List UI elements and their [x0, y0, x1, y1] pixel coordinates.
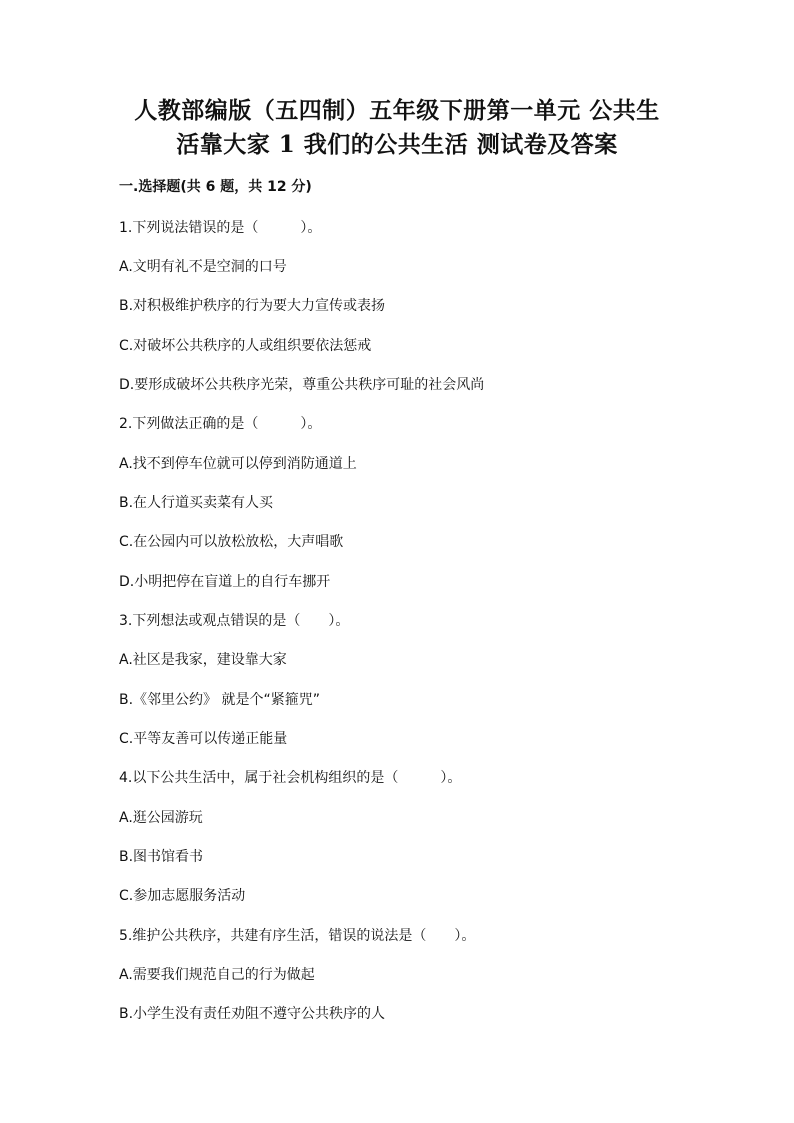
- document-title: [100, 94, 694, 162]
- option-1d: D.要形成破坏公共秩序光荣，尊重公共秩序可耻的社会风尚: [119, 377, 485, 393]
- option-4a: A.逛公园游玩: [119, 810, 203, 826]
- question-4: 4.以下公共生活中，属于社会机构组织的是（ ）。: [119, 770, 462, 786]
- question-3: 3.下列想法或观点错误的是（ ）。: [119, 613, 350, 629]
- option-1b: B.对积极维护秩序的行为要大力宣传或表扬: [119, 298, 386, 314]
- option-4c: C.参加志愿服务活动: [119, 888, 246, 904]
- option-1a: A.文明有礼不是空洞的口号: [119, 259, 287, 275]
- option-2d: D.小明把停在盲道上的自行车挪开: [119, 574, 331, 590]
- option-1c: C.对破坏公共秩序的人或组织要依法惩戒: [119, 338, 372, 354]
- question-5: 5.维护公共秩序，共建有序生活，错误的说法是（ ）。: [119, 928, 476, 944]
- option-2c: C.在公园内可以放松放松，大声唱歌: [119, 534, 344, 550]
- option-2b: B.在人行道买卖菜有人买: [119, 495, 274, 511]
- option-5a: A.需要我们规范自己的行为做起: [119, 967, 315, 983]
- option-2a: A.找不到停车位就可以停到消防通道上: [119, 456, 357, 472]
- option-4b: B.图书馆看书: [119, 849, 204, 865]
- section-heading: 一.选择题(共 6 题，共 12 分): [119, 179, 312, 195]
- option-5b: B.小学生没有责任劝阻不遵守公共秩序的人: [119, 1006, 386, 1022]
- option-3b: B.《邻里公约》 就是个“紧箍咒”: [119, 692, 321, 708]
- option-3a: A.社区是我家，建设靠大家: [119, 652, 287, 668]
- question-2: 2.下列做法正确的是（ ）。: [119, 416, 322, 432]
- question-1: 1.下列说法错误的是（ ）。: [119, 220, 322, 236]
- title-line-2: 活靠大家 1 我们的公共生活 测试卷及答案: [176, 131, 618, 158]
- option-3c: C.平等友善可以传递正能量: [119, 731, 288, 747]
- title-line-1: 人教部编版（五四制）五年级下册第一单元 公共生: [134, 97, 660, 124]
